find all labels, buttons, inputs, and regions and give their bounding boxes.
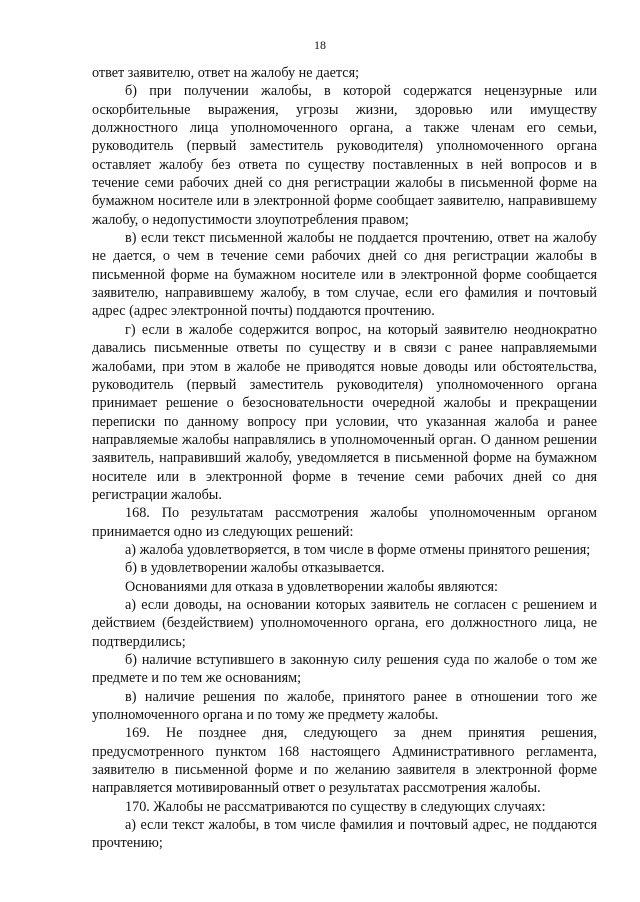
page-number: 18 [314,38,326,52]
paragraph: Основаниями для отказа в удовлетворении жалобы являются: [125,578,498,595]
paragraph: а) если текст жалобы, в том числе фамилия и почтовый адрес, не поддаются прочтению; [92,817,597,852]
paragraph: ответ заявителю, ответ на жалобу не дается; [92,65,360,81]
document-body [92,64,597,853]
paragraph: а) если доводы, на основании которых заявитель не согласен с решением и действием (бездействием) уполномоченного органа, его должностного лица, не подтвердились; [92,596,597,650]
paragraph: 169. Не позднее дня, следующего за днем принятия решения, предусмотренного пунктом 168 настоящего Административного регламента, заявителю в письменной форме и по желанию заявителя в электронной форме направляется мотивированный ответ о результатах рассмотрения жалобы. [92,725,597,797]
paragraph: а) жалоба удовлетворяется, в том числе в форме отмены принятого решения; [125,541,591,558]
paragraph: в) наличие решения по жалобе, принятого ранее в отношении того же уполномоченного органа и по тому же предмету жалобы. [92,688,597,724]
paragraph: в) если текст письменной жалобы не поддается прочтению, ответ на жалобу не дается, о чем в течение семи рабочих дней со дня регистрации жалобы в письменной форме на бумажном носителе или в электронной форме сообщается заявителю, направившему жалобу, в том случае, если его фамилия и почтовый адрес (адрес электронной почты) поддаются прочтению. [92,230,597,320]
paragraph: б) наличие вступившего в законную силу решения суда по жалобе о том же предмете и по тем же основаниям; [92,652,597,687]
paragraph: б) при получении жалобы, в которой содержатся нецензурные или оскорбительные выражения, угрозы жизни, здоровью или имуществу должностного лица уполномоченного органа, а также членам его семьи, руководитель (первый заместитель руководителя) уполномоченного органа оставляет жалобу без ответа по существу поставленных в ней вопросов и в течение семи рабочих дней со дня регистрации жалобы в письменной форме на бумажном носителе или в электронной форме сообщает заявителю, направившему жалобу, о недопустимости злоупотребления правом; [92,83,597,228]
paragraph: г) если в жалобе содержится вопрос, на который заявителю неоднократно давались письменные ответы по существу и в связи с ранее направляемыми жалобами, при этом в жалобе не приводятся новые доводы или обстоятельства, руководитель (первый заместитель руководителя) уполномоченного органа принимает решение о безосновательности очередной жалобы и прекращении переписки по данному вопросу при условии, что указанная жалоба и ранее направляемые жалобы направлялись в уполномоченный орган. О данном решении заявитель, направивший жалобу, уведомляется в письменной форме на бумажном носителе или в электронной форме в течение семи рабочих дней со дня регистрации жалобы. [92,321,597,503]
paragraph: б) в удовлетворении жалобы отказывается. [125,560,385,577]
paragraph: 168. По результатам рассмотрения жалобы уполномоченным органом принимается одно из следующих решений: [92,505,597,540]
paragraph: 170. Жалобы не рассматриваются по существу в следующих случаях: [125,798,546,815]
